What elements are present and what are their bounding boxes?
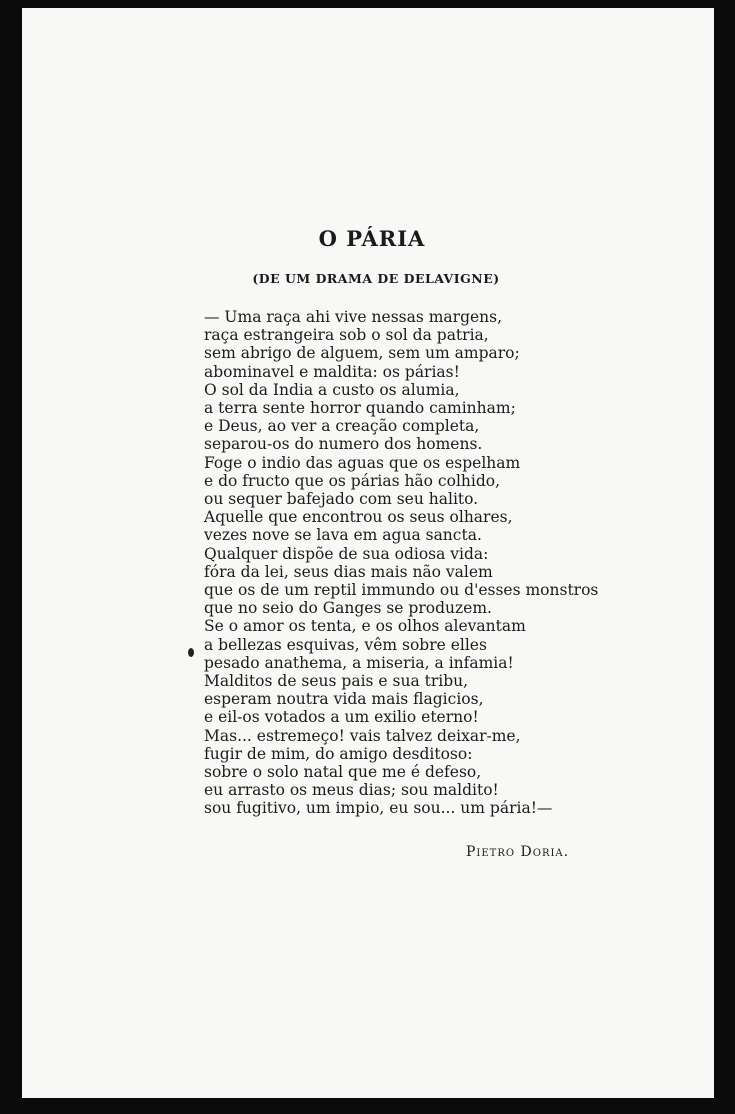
poem-line: e eil-os votados a um exilio eterno! <box>204 708 479 727</box>
poem-line: sou fugitivo, um impio, eu sou... um pária!— <box>204 799 553 818</box>
poem-line: e Deus, ao ver a creação completa, <box>204 417 480 436</box>
poem-line: eu arrasto os meus dias; sou maldito! <box>204 781 499 800</box>
poem-line: a terra sente horror quando caminham; <box>204 399 516 418</box>
poem-line: que os de um reptil immundo ou d'esses monstros <box>204 581 599 600</box>
poem-line: fóra da lei, seus dias mais não valem <box>204 562 493 581</box>
poem-line: Malditos de seus pais e sua tribu, <box>204 672 469 691</box>
poem-line: pesado anathema, a miseria, a infamia! <box>204 653 514 672</box>
poem-line: Foge o indio das aguas que os espelham <box>204 453 521 472</box>
ink-blot <box>188 648 194 657</box>
page <box>22 8 714 1098</box>
poem-line: a bellezas esquivas, vêm sobre elles <box>204 635 487 654</box>
poem-title: O PÁRIA <box>318 226 426 251</box>
poem-subtitle: (DE UM DRAMA DE DELAVIGNE) <box>252 271 500 286</box>
poem-line: Qualquer dispõe de sua odiosa vida: <box>204 544 489 563</box>
poem-line: separou-os do numero dos homens. <box>204 435 483 454</box>
poem-line: Mas... estremeço! vais talvez deixar-me, <box>204 726 521 745</box>
poem-line: fugir de mim, do amigo desditoso: <box>204 744 473 763</box>
poem-line: O sol da India a custo os alumia, <box>204 380 460 399</box>
poem-line: que no seio do Ganges se produzem. <box>204 599 492 618</box>
poem-line: — Uma raça ahi vive nessas margens, <box>204 308 503 326</box>
poem-body <box>204 308 598 818</box>
poem-line: sem abrigo de alguem, sem um amparo; <box>204 344 520 363</box>
poem-line: sobre o solo natal que me é defeso, <box>204 763 482 782</box>
poem-line: Se o amor os tenta, e os olhos alevantam <box>204 617 526 636</box>
poem-line: e do fructo que os párias hão colhido, <box>204 471 501 490</box>
poem-line: esperam noutra vida mais flagicios, <box>204 690 484 709</box>
poem-line: ou sequer bafejado com seu halito. <box>204 490 479 509</box>
poem-line: abominavel e maldita: os párias! <box>204 362 460 381</box>
author-signature: Pietro Doria. <box>466 844 570 860</box>
poem-line: vezes nove se lava em agua sancta. <box>204 526 482 545</box>
poem-line: Aquelle que encontrou os seus olhares, <box>204 508 513 527</box>
poem-line: raça estrangeira sob o sol da patria, <box>204 326 489 345</box>
